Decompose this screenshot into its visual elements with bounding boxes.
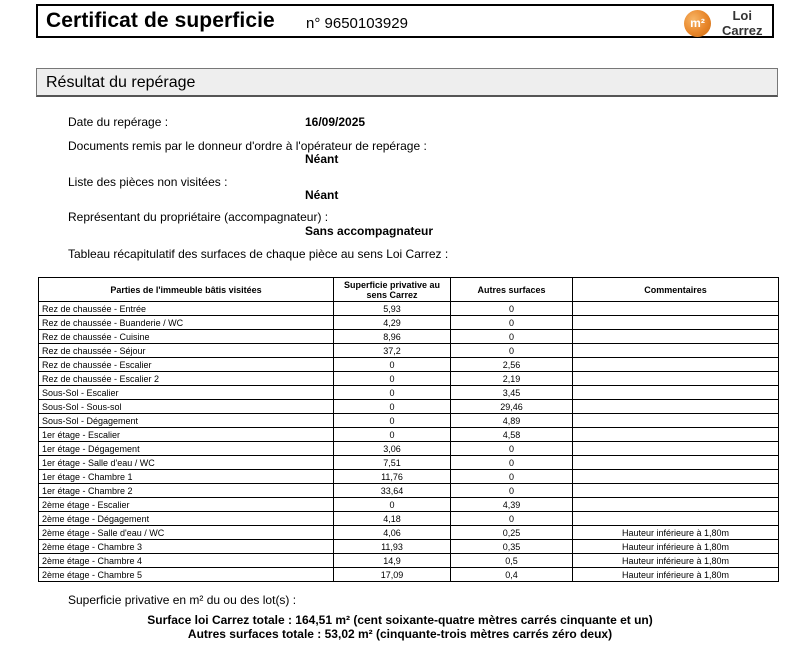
room-name: 2ème étage - Chambre 4	[39, 554, 334, 568]
comment	[573, 442, 779, 456]
comment	[573, 372, 779, 386]
carrez-surface: 33,64	[334, 484, 451, 498]
date-label: Date du repérage :	[68, 115, 169, 129]
table-row	[39, 302, 779, 316]
other-surface: 29,46	[451, 400, 573, 414]
comment	[573, 330, 779, 344]
carrez-surface: 4,18	[334, 512, 451, 526]
tableau-label: Tableau récapitulatif des surfaces de chaque pièce au sens Loi Carrez :	[68, 247, 449, 261]
header-commentaires: Commentaires	[573, 278, 779, 302]
comment	[573, 512, 779, 526]
carrez-surface: 0	[334, 498, 451, 512]
other-surface: 4,89	[451, 414, 573, 428]
documents-label: Documents remis par le donneur d'ordre à l'opérateur de repérage :	[68, 139, 427, 153]
carrez-surface: 37,2	[334, 344, 451, 358]
room-name: 2ème étage - Escalier	[39, 498, 334, 512]
table-row	[39, 568, 779, 582]
comment	[573, 302, 779, 316]
comment	[573, 456, 779, 470]
room-name: Sous-Sol - Dégagement	[39, 414, 334, 428]
comment	[573, 358, 779, 372]
certificate-header	[36, 4, 774, 38]
other-surface: 4,58	[451, 428, 573, 442]
carrez-surface: 17,09	[334, 568, 451, 582]
comment	[573, 386, 779, 400]
carrez-surface: 0	[334, 400, 451, 414]
comment	[573, 414, 779, 428]
logo-line-1: Loi	[732, 8, 752, 23]
room-name: Rez de chaussée - Séjour	[39, 344, 334, 358]
table-row	[39, 344, 779, 358]
room-name: 2ème étage - Chambre 3	[39, 540, 334, 554]
table-row	[39, 358, 779, 372]
header-autres: Autres surfaces	[451, 278, 573, 302]
carrez-surface: 4,06	[334, 526, 451, 540]
table-row	[39, 316, 779, 330]
room-name: Rez de chaussée - Entrée	[39, 302, 334, 316]
date-value: 16/09/2025	[305, 115, 366, 129]
carrez-surface: 3,06	[334, 442, 451, 456]
carrez-surface: 5,93	[334, 302, 451, 316]
other-surface: 2,19	[451, 372, 573, 386]
other-surface: 0,25	[451, 526, 573, 540]
comment	[573, 344, 779, 358]
comment	[573, 470, 779, 484]
table-row	[39, 554, 779, 568]
summary-label: Superficie privative en m² du ou des lot(s) :	[68, 593, 297, 607]
table-row	[39, 484, 779, 498]
comment	[573, 400, 779, 414]
room-name: Rez de chaussée - Cuisine	[39, 330, 334, 344]
table-row	[39, 414, 779, 428]
other-surface: 0	[451, 456, 573, 470]
other-surface: 2,56	[451, 358, 573, 372]
carrez-surface: 7,51	[334, 456, 451, 470]
other-surface: 3,45	[451, 386, 573, 400]
room-name: 1er étage - Chambre 2	[39, 484, 334, 498]
carrez-surface: 11,76	[334, 470, 451, 484]
pieces-label: Liste des pièces non visitées :	[68, 175, 228, 189]
other-surface: 4,39	[451, 498, 573, 512]
room-name: 1er étage - Dégagement	[39, 442, 334, 456]
total-autres: Autres surfaces totale : 53,02 m² (cinquante-trois mètres carrés zéro deux)	[187, 627, 613, 641]
comment	[573, 316, 779, 330]
total-carrez: Surface loi Carrez totale : 164,51 m² (cent soixante-quatre mètres carrés cinquante et un)	[147, 613, 653, 627]
other-surface: 0	[451, 442, 573, 456]
carrez-surface: 4,29	[334, 316, 451, 330]
table-row	[39, 526, 779, 540]
table-row	[39, 330, 779, 344]
carrez-surface: 0	[334, 428, 451, 442]
room-name: 1er étage - Escalier	[39, 428, 334, 442]
carrez-surface: 0	[334, 358, 451, 372]
table-row	[39, 456, 779, 470]
comment: Hauteur inférieure à 1,80m	[573, 568, 779, 582]
other-surface: 0,5	[451, 554, 573, 568]
comment	[573, 428, 779, 442]
other-surface: 0	[451, 344, 573, 358]
documents-value: Néant	[305, 152, 339, 166]
pieces-value: Néant	[305, 188, 339, 202]
table-row	[39, 442, 779, 456]
other-surface: 0	[451, 316, 573, 330]
other-surface: 0	[451, 484, 573, 498]
surfaces-table	[38, 277, 779, 582]
carrez-surface: 0	[334, 386, 451, 400]
room-name: Rez de chaussée - Escalier 2	[39, 372, 334, 386]
other-surface: 0	[451, 470, 573, 484]
carrez-surface: 8,96	[334, 330, 451, 344]
table-row	[39, 470, 779, 484]
certificate-number: n° 9650103929	[306, 15, 408, 32]
room-name: 2ème étage - Salle d'eau / WC	[39, 526, 334, 540]
table-row	[39, 498, 779, 512]
carrez-surface: 14,9	[334, 554, 451, 568]
other-surface: 0,35	[451, 540, 573, 554]
table-row	[39, 400, 779, 414]
carrez-surface: 0	[334, 414, 451, 428]
table-row	[39, 428, 779, 442]
comment	[573, 484, 779, 498]
room-name: Rez de chaussée - Buanderie / WC	[39, 316, 334, 330]
room-name: 2ème étage - Dégagement	[39, 512, 334, 526]
table-row	[39, 540, 779, 554]
section-title: Résultat du repérage	[46, 74, 196, 91]
table-header-row	[39, 278, 779, 302]
header-parties: Parties de l'immeuble bâtis visitées	[39, 278, 334, 302]
comment: Hauteur inférieure à 1,80m	[573, 526, 779, 540]
carrez-surface: 11,93	[334, 540, 451, 554]
comment	[573, 498, 779, 512]
room-name: 1er étage - Chambre 1	[39, 470, 334, 484]
section-header	[36, 68, 778, 97]
logo-text	[722, 8, 762, 38]
header-superficie: Superficie privative au sens Carrez	[334, 278, 451, 302]
table-row	[39, 386, 779, 400]
representant-value: Sans accompagnateur	[305, 224, 434, 238]
table-row	[39, 372, 779, 386]
other-surface: 0	[451, 512, 573, 526]
room-name: 1er étage - Salle d'eau / WC	[39, 456, 334, 470]
table-row	[39, 512, 779, 526]
carrez-surface: 0	[334, 372, 451, 386]
m2-logo-icon: m²	[684, 10, 711, 37]
other-surface: 0	[451, 330, 573, 344]
other-surface: 0,4	[451, 568, 573, 582]
loi-carrez-logo	[684, 9, 772, 37]
comment: Hauteur inférieure à 1,80m	[573, 554, 779, 568]
representant-label: Représentant du propriétaire (accompagnateur) :	[68, 210, 329, 224]
room-name: Sous-Sol - Escalier	[39, 386, 334, 400]
logo-line-2: Carrez	[722, 23, 763, 38]
room-name: 2ème étage - Chambre 5	[39, 568, 334, 582]
comment: Hauteur inférieure à 1,80m	[573, 540, 779, 554]
room-name: Rez de chaussée - Escalier	[39, 358, 334, 372]
room-name: Sous-Sol - Sous-sol	[39, 400, 334, 414]
other-surface: 0	[451, 302, 573, 316]
document-title: Certificat de superficie	[46, 9, 275, 32]
